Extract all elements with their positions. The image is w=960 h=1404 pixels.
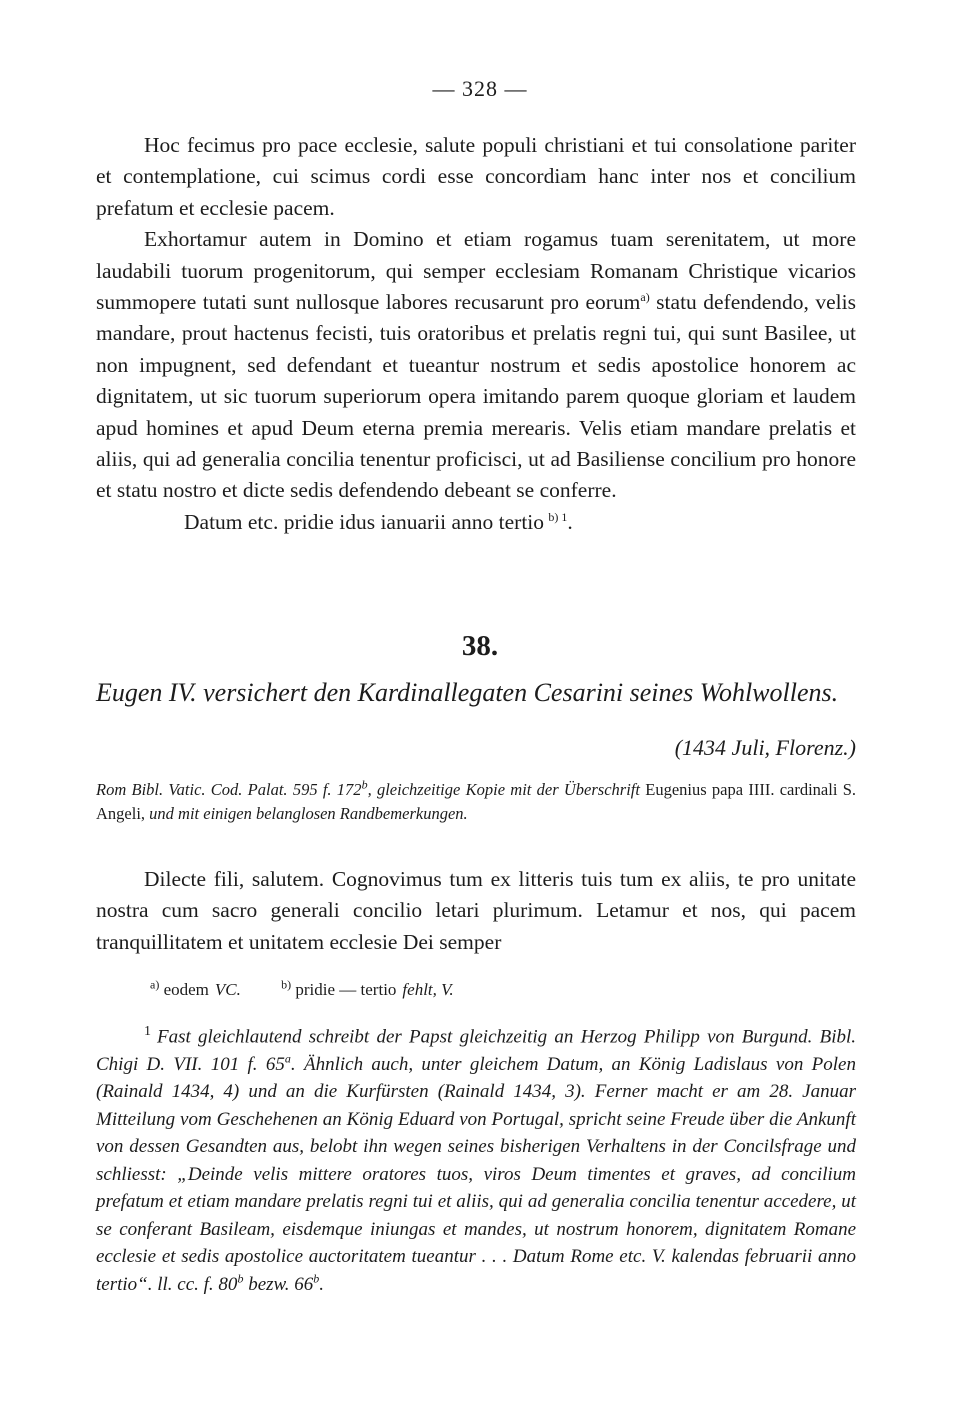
footnote-sup-c: b xyxy=(313,1271,320,1286)
paragraph-salutation: Dilecte fili, salutem. Cognovimus tum ex litteris tuis tum ex aliis, te pro unitate nostra cum sacro generali concilio letari plurimum. Letamur et nos, qui pacem tranquillitatem et unitatem ecclesie Dei semper xyxy=(96,867,856,954)
footnote-number: 1 xyxy=(144,1024,151,1039)
paragraph-2 xyxy=(96,224,856,507)
apparatus-b-note: fehlt, V. xyxy=(402,980,454,999)
paragraph-2-part-b: statu defendendo, velis mandare, prout hactenus fecisti, tuis oratoribus et prelatis regni tui, qui sunt Basilee, ut non impugnent, sed defendant et tueantur nostrum et sedis apostolice honorem ac dignitatem, ut sic tuorum superiorum opera imitando parem quoque gloriam et laudem apud homines et apud Deum eterna premia merearis. Velis etiam mandare prelatis et aliis, qui ad generalia concilia tenentur proficisci, ut ad Basiliense concilium pro honore et statu nostro et dicte sedis defendendo debeant se conferre. xyxy=(96,290,856,503)
datum-text: Datum etc. pridie idus ianuarii anno tertio xyxy=(184,509,545,534)
footnote-1 xyxy=(96,1018,856,1298)
paragraph-1: Hoc fecimus pro pace ecclesie, salute populi christiani et tui consolatione pariter et contemplatione, cui scimus cordi esse concordiam hanc inter nos et concilium prefatum et ecclesie pacem. xyxy=(96,133,856,220)
source-part-1: Rom Bibl. Vatic. Cod. Palat. 595 f. 172 xyxy=(96,780,362,799)
datum-end: . xyxy=(567,509,573,534)
paragraph-2-part-a: Exhortamur autem in Domino et etiam rogamus tuam serenitatem, ut more laudabili tuorum progenitorum, qui semper ecclesiam Romanam Christique vicarios summopere tutati sunt nullosque labores recusarunt pro eorum xyxy=(96,227,856,315)
apparatus-b-text: pridie — tertio xyxy=(295,980,397,999)
footnote-sup-b: b xyxy=(237,1271,244,1286)
footnote-text-b: . Ähnlich auch, unter gleichem Datum, an König Ladislaus von Polen (Rainald 1434, 4) und an die Kurfürsten (Rainald 1434, 3). Ferner macht er am 28. Januar Mitteilung vom Geschehenen an König Eduard von Portugal, spricht seine Freude über die Ankunft von dessen Gesandten aus, belobt ihn wegen seines bisherigen Verhaltens in der Concilsfrage und schliesst: „Deinde velis mittere oratores tuos, viros Deum timentes et graves, ad concilium prefatum et etiam mandare prelatis regni tui et aliis, qui ad generalia concilia tenentur accedere, ut se conferant Basileam, eisdemque iniungas et mandes, ut nostrum honorem, dignitatem Romane ecclesie et sedis apostolice auctoritatem tueantur . . . Datum Rome etc. V. kalendas februarii anno tertio“. ll. cc. f. 80 xyxy=(96,1053,856,1295)
apparatus-b-mark: b) xyxy=(281,977,292,992)
footnote-text-a: Fast gleichlautend schreibt der Papst gleichzeitig an Herzog Philipp von Burgund. Bibl. Chigi D. VII. 101 f. 65 xyxy=(96,1026,856,1075)
footnote-text-d: . xyxy=(319,1273,325,1295)
source-superscription: Eugenius papa IIII. cardinali S. Angeli, xyxy=(96,780,856,823)
apparatus-a-siglum: VC. xyxy=(214,980,241,999)
page-number: — 328 — xyxy=(432,76,528,101)
document-heading: Eugen IV. versichert den Kardinallegaten Cesarini seines Wohlwollens. xyxy=(96,678,839,707)
source-description xyxy=(96,778,856,825)
source-part-2: , gleichzeitige Kopie mit der Überschrift xyxy=(367,780,640,799)
apparatus-mark-b-footnote-1: b) 1 xyxy=(548,509,568,524)
document-number: 38. xyxy=(461,630,499,662)
footnote-text-c: bezw. 66 xyxy=(243,1273,314,1295)
letter-text-bottom xyxy=(96,864,856,958)
critical-apparatus xyxy=(150,977,460,1000)
apparatus-mark-a: a) xyxy=(640,289,650,304)
footnote-sup-a: a xyxy=(284,1051,291,1066)
source-part-3: und mit einigen belanglosen Randbemerkungen. xyxy=(145,803,468,823)
apparatus-a-text: eodem xyxy=(163,980,209,999)
datum-line xyxy=(96,507,856,538)
letter-text-top xyxy=(96,130,856,538)
source-sup: b xyxy=(361,777,368,792)
document-dateline: (1434 Juli, Florenz.) xyxy=(674,735,856,760)
apparatus-a-mark: a) xyxy=(150,977,160,992)
